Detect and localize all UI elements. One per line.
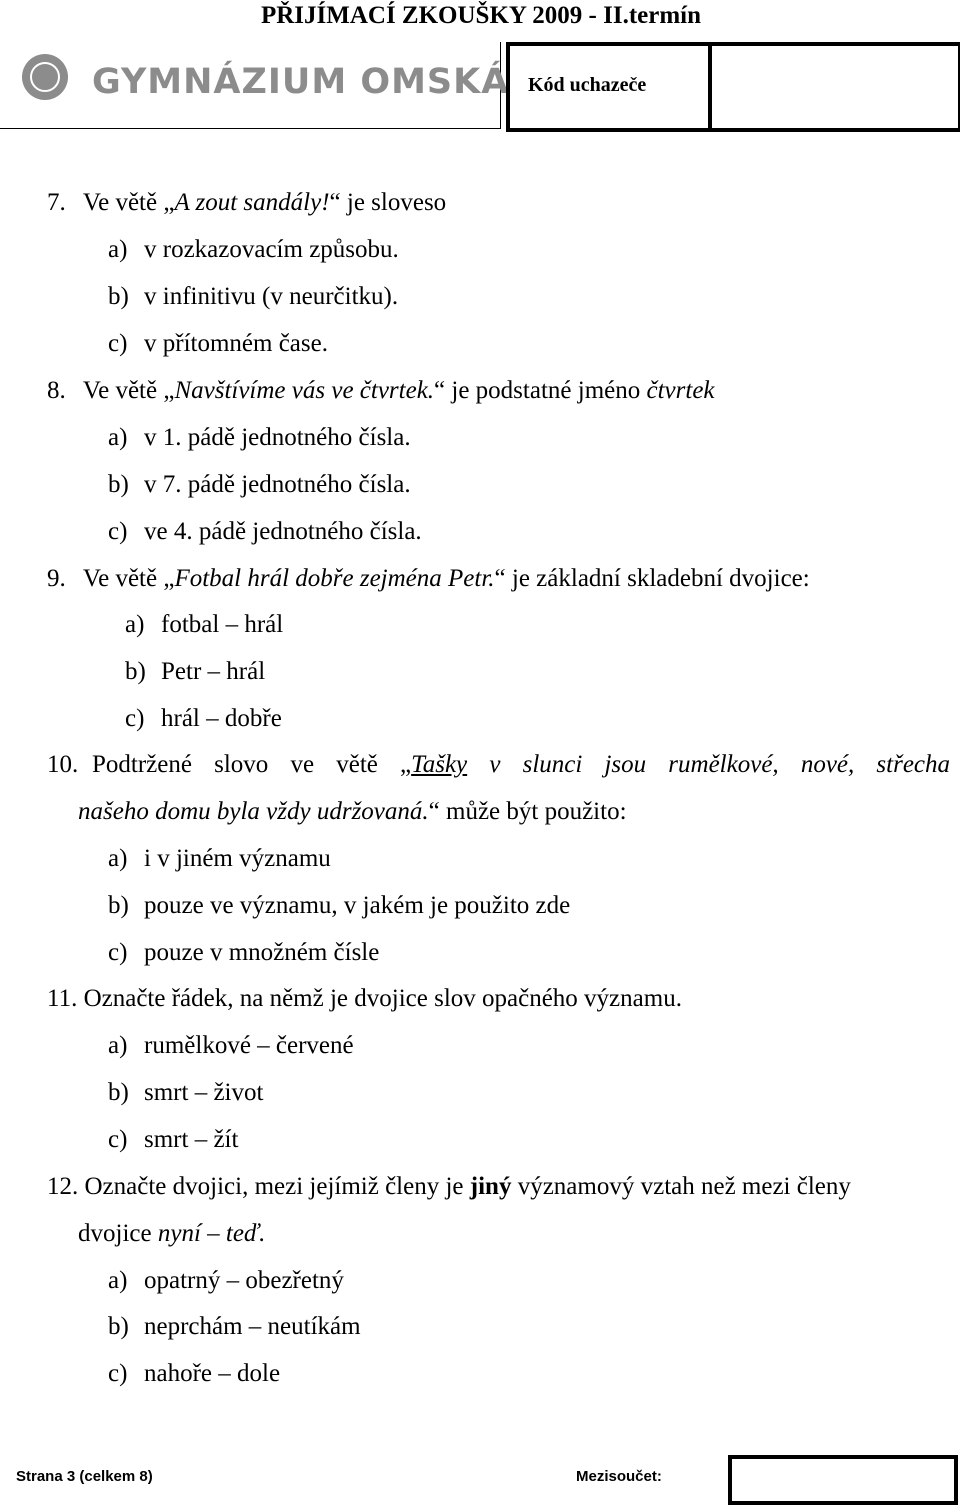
emphasized-word: jiný xyxy=(469,1173,512,1200)
question-11-option-a[interactable] xyxy=(108,1031,354,1061)
question-7-option-c[interactable] xyxy=(108,329,328,359)
option-label: b) xyxy=(108,1079,129,1106)
question-10-stem-line-2 xyxy=(78,797,627,827)
option-label: b) xyxy=(108,1313,129,1340)
stem-quote: Navštívíme vás ve čtvrtek. xyxy=(174,377,435,404)
option-label: c) xyxy=(125,705,145,732)
option-text: nahoře – dole xyxy=(144,1360,281,1387)
question-10-option-a[interactable] xyxy=(108,844,331,874)
option-label: b) xyxy=(125,658,146,685)
question-9-option-b[interactable] xyxy=(125,657,265,687)
stem-text: Ve větě „ xyxy=(82,189,175,216)
stem-quote: v slunci jsou rumělkové, nové, střecha xyxy=(489,751,951,778)
question-7-stem xyxy=(47,188,446,218)
question-number: 9. xyxy=(47,565,66,592)
option-text: pouze v množném čísle xyxy=(144,939,380,966)
question-12-stem-line-2 xyxy=(78,1219,265,1249)
option-text: smrt – žít xyxy=(144,1126,239,1153)
option-text: i v jiném významu xyxy=(144,845,331,872)
option-label: a) xyxy=(108,236,128,263)
question-9-option-c[interactable] xyxy=(125,704,282,734)
stem-text: významový vztah než mezi členy xyxy=(511,1173,851,1200)
school-logo-block xyxy=(0,42,510,129)
option-label: a) xyxy=(108,1032,128,1059)
stem-text: “ může být použito: xyxy=(428,798,627,825)
stem-text: “ je podstatné jméno xyxy=(434,377,647,404)
applicant-code-field[interactable] xyxy=(708,42,960,132)
stem-quote: A zout sandály! xyxy=(174,189,330,216)
option-label: c) xyxy=(108,939,128,966)
question-12-option-a[interactable] xyxy=(108,1266,344,1296)
question-10-stem-line-1 xyxy=(92,750,950,780)
question-8-option-b[interactable] xyxy=(108,470,411,500)
stem-text: Ve větě „ xyxy=(82,377,175,404)
question-7-option-a[interactable] xyxy=(108,235,399,265)
question-12-option-b[interactable] xyxy=(108,1312,361,1342)
option-label: c) xyxy=(108,330,128,357)
subtotal-label: Mezisoučet: xyxy=(576,1468,662,1485)
stem-text: “ je základní skladební dvojice: xyxy=(494,565,810,592)
option-text: smrt – život xyxy=(144,1079,264,1106)
option-text: v rozkazovacím způsobu. xyxy=(144,236,399,263)
page-number: Strana 3 (celkem 8) xyxy=(16,1468,153,1485)
school-logo-icon xyxy=(22,54,68,100)
option-text: v 1. pádě jednotného čísla. xyxy=(144,424,411,451)
question-9-stem xyxy=(47,564,810,594)
option-label: a) xyxy=(125,611,145,638)
option-label: b) xyxy=(108,283,129,310)
option-text: v přítomném čase. xyxy=(144,330,328,357)
stem-text: dvojice xyxy=(78,1220,158,1247)
question-12-stem-line-1 xyxy=(47,1172,851,1202)
option-text: fotbal – hrál xyxy=(161,611,284,638)
option-label: a) xyxy=(108,1267,128,1294)
question-8-stem xyxy=(47,376,715,406)
option-text: Petr – hrál xyxy=(161,658,266,685)
exam-title: PŘIJÍMACÍ ZKOUŠKY 2009 - II.termín xyxy=(260,2,702,29)
question-11-option-c[interactable] xyxy=(108,1125,238,1155)
question-number: 11. xyxy=(47,985,78,1012)
stem-text: Ve větě „ xyxy=(82,565,175,592)
question-number: 7. xyxy=(47,189,66,216)
stem-word: čtvrtek xyxy=(646,377,715,404)
question-11-option-b[interactable] xyxy=(108,1078,263,1108)
option-label: c) xyxy=(108,1126,128,1153)
question-12-option-c[interactable] xyxy=(108,1359,280,1389)
school-name: GYMNÁZIUM OMSKÁ xyxy=(92,62,510,102)
question-11-stem xyxy=(47,984,682,1014)
question-10-option-c[interactable] xyxy=(108,938,379,968)
option-text: v 7. pádě jednotného čísla. xyxy=(144,471,411,498)
option-text: v infinitivu (v neurčitku). xyxy=(144,283,399,310)
stem-quote: našeho domu byla vždy udržovaná. xyxy=(78,798,429,825)
stem-text: “ je sloveso xyxy=(329,189,447,216)
option-label: c) xyxy=(108,518,128,545)
stem-quote: nyní – teď. xyxy=(157,1220,266,1247)
subtotal-field[interactable] xyxy=(728,1455,958,1505)
option-label: a) xyxy=(108,845,128,872)
option-label: a) xyxy=(108,424,128,451)
underlined-word: Tašky xyxy=(411,751,468,778)
option-label: b) xyxy=(108,892,129,919)
question-7-option-b[interactable] xyxy=(108,282,398,312)
stem-quote: Fotbal hrál dobře zejména Petr. xyxy=(174,565,495,592)
question-10-number: 10. xyxy=(47,751,79,778)
question-9-option-a[interactable] xyxy=(125,610,283,640)
option-label: b) xyxy=(108,471,129,498)
option-text: opatrný – obezřetný xyxy=(144,1267,344,1294)
stem-text: Podtržené slovo ve větě „ xyxy=(92,751,412,778)
stem-text: Označte dvojici, mezi jejímiž členy je xyxy=(84,1173,470,1200)
option-text: ve 4. pádě jednotného čísla. xyxy=(144,518,422,545)
option-label: c) xyxy=(108,1360,128,1387)
stem-text: Označte řádek, na němž je dvojice slov opačného významu. xyxy=(83,985,682,1012)
option-text: hrál – dobře xyxy=(161,705,282,732)
option-text: pouze ve významu, v jakém je použito zde xyxy=(144,892,571,919)
applicant-code-label: Kód uchazeče xyxy=(528,74,647,96)
option-text: rumělkové – červené xyxy=(144,1032,354,1059)
question-number: 8. xyxy=(47,377,66,404)
option-text: neprchám – neutíkám xyxy=(144,1313,361,1340)
question-8-option-c[interactable] xyxy=(108,517,422,547)
applicant-code-label-cell xyxy=(506,42,712,132)
question-10-option-b[interactable] xyxy=(108,891,570,921)
question-8-option-a[interactable] xyxy=(108,423,411,453)
question-number: 12. xyxy=(47,1173,79,1200)
